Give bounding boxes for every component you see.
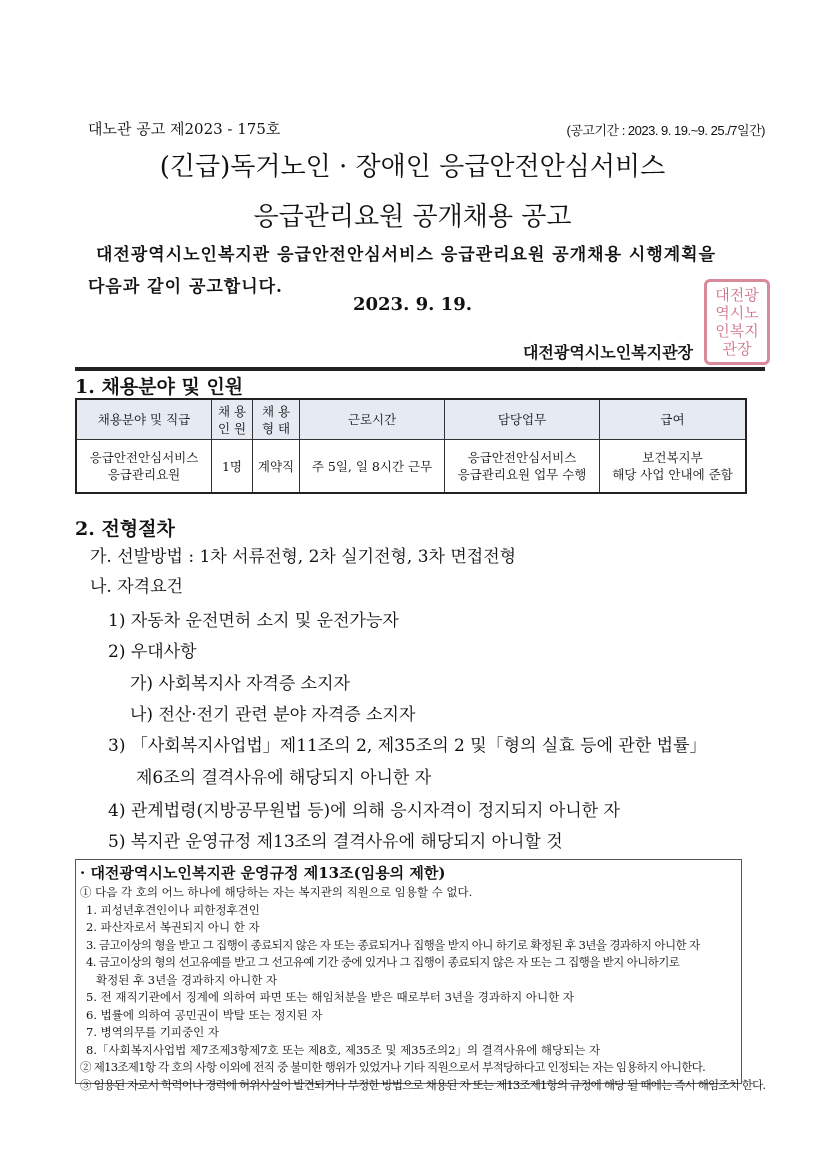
box-line: 3. 금고이상의 형을 받고 그 집행이 종료되지 않은 자 또는 종료되거나 집행을 받지 아니 하기로 확정된 후 3년을 경과하지 아니한 자 <box>86 937 700 952</box>
list-item: 2) 우대사항 <box>108 642 197 662</box>
official-seal: 대전광역시노인복지관장 <box>704 279 770 365</box>
table-row <box>76 440 746 494</box>
box-line: 8.「사회복지사업법 제7조제3항제7호 또는 제8호, 제35조 및 제35조의2」의 결격사유에 해당되는 자 <box>86 1042 601 1057</box>
col-header: 담당업무 <box>445 399 600 440</box>
col-header: 채 용 형 태 <box>253 399 300 440</box>
box-line: 1. 피성년후견인이나 피한정후견인 <box>86 902 260 917</box>
col-header: 채 용 인 원 <box>212 399 253 440</box>
intro-line-1: 대전광역시노인복지관 응급안전안심서비스 응급관리요원 공개채용 시행계획을 <box>96 245 717 265</box>
section-1-title: 1. 채용분야 및 인원 <box>75 376 244 398</box>
list-item: 제6조의 결격사유에 해당되지 아니한 자 <box>136 768 432 788</box>
box-line: 6. 법률에 의하여 공민권이 박탈 또는 정지된 자 <box>86 1007 323 1022</box>
title-line-2: 응급관리요원 공개채용 공고 <box>253 202 572 232</box>
box-line: ② 제13조제1항 각 호의 사항 이외에 전직 중 불미한 행위가 있었거나 기타 직원으로서 부적당하다고 인정되는 자는 임용하지 아니한다. <box>80 1060 706 1074</box>
notice-number: 대노관 공고 제2023 - 175호 <box>88 120 281 138</box>
box-line: 7. 병역의무를 기피중인 자 <box>86 1025 220 1039</box>
intro-line-2: 다음과 같이 공고합니다. <box>88 277 283 297</box>
regulation-box <box>75 859 766 1092</box>
cell-duties: 응급안전안심서비스 응급관리요원 업무 수행 <box>445 440 600 494</box>
col-header: 채용분야 및 직급 <box>76 399 212 440</box>
list-item: 4) 관계법령(지방공무원법 등)에 의해 응시자격이 정지되지 아니한 자 <box>108 801 620 821</box>
box-line: ③ 임용된 자로서 학력이나 경력에 허위사실이 발견되거나 부정한 방법으로 채용된 자 또는 제13조제1항의 규정에 해당 될 때에는 즉시 해임조치 한다. <box>80 1077 766 1092</box>
list-item: 3) 「사회복지사업법」제11조의 2, 제35조의 2 및「형의 실효 등에 관한 법률」 <box>108 736 707 756</box>
recruitment-table <box>75 398 747 494</box>
cell-field: 응급안전안심서비스 응급관리요원 <box>76 440 212 494</box>
cell-type: 계약직 <box>253 440 300 494</box>
cell-salary: 보건복지부 해당 사업 안내에 준함 <box>600 440 747 494</box>
organization-head: 대전광역시노인복지관장 <box>522 343 693 362</box>
divider <box>75 367 765 371</box>
cell-hours: 주 5일, 일 8시간 근무 <box>300 440 445 494</box>
col-header: 근로시간 <box>300 399 445 440</box>
list-item: 나) 전산·전기 관련 분야 자격증 소지자 <box>130 705 416 725</box>
box-line: 5. 전 재직기관에서 징계에 의하여 파면 또는 해임처분을 받은 때로부터 3년을 경과하지 아니한 자 <box>86 990 574 1004</box>
list-item: 나. 자격요건 <box>90 577 183 597</box>
list-item: 가) 사회복지사 자격증 소지자 <box>130 674 350 694</box>
list-item: 1) 자동차 운전면허 소지 및 운전가능자 <box>108 611 399 631</box>
box-line: ① 다음 각 호의 어느 하나에 해당하는 자는 복지관의 직원으로 임용할 수 없다. <box>80 885 473 899</box>
box-title: · 대전광역시노인복지관 운영규정 제13조(임용의 제한) <box>80 864 446 882</box>
list-item: 가. 선발방법 : 1차 서류전형, 2차 실기전형, 3차 면접전형 <box>90 547 517 567</box>
col-header: 급여 <box>600 399 747 440</box>
notice-period: (공고기간 : 2023. 9. 19.~9. 25./7일간) <box>566 123 765 138</box>
list-item: 5) 복지관 운영규정 제13조의 결격사유에 해당되지 아니할 것 <box>108 832 563 852</box>
table-header-row <box>76 399 746 440</box>
box-line: 4. 금고이상의 형의 선고유예를 받고 그 선고유예 기간 중에 있거나 그 집행이 종료되지 않은 자 또는 그 집행을 받지 아니하기로 <box>86 955 680 969</box>
cell-count: 1명 <box>212 440 253 494</box>
box-line: 2. 파산자로서 복권되지 아니 한 자 <box>86 920 260 934</box>
section-2-title: 2. 전형절차 <box>75 518 175 540</box>
box-line: 확정된 후 3년을 경과하지 아니한 자 <box>96 972 278 987</box>
title-line-1: (긴급)독거노인 · 장애인 응급안전안심서비스 <box>159 152 666 182</box>
notice-date: 2023. 9. 19. <box>352 294 472 315</box>
